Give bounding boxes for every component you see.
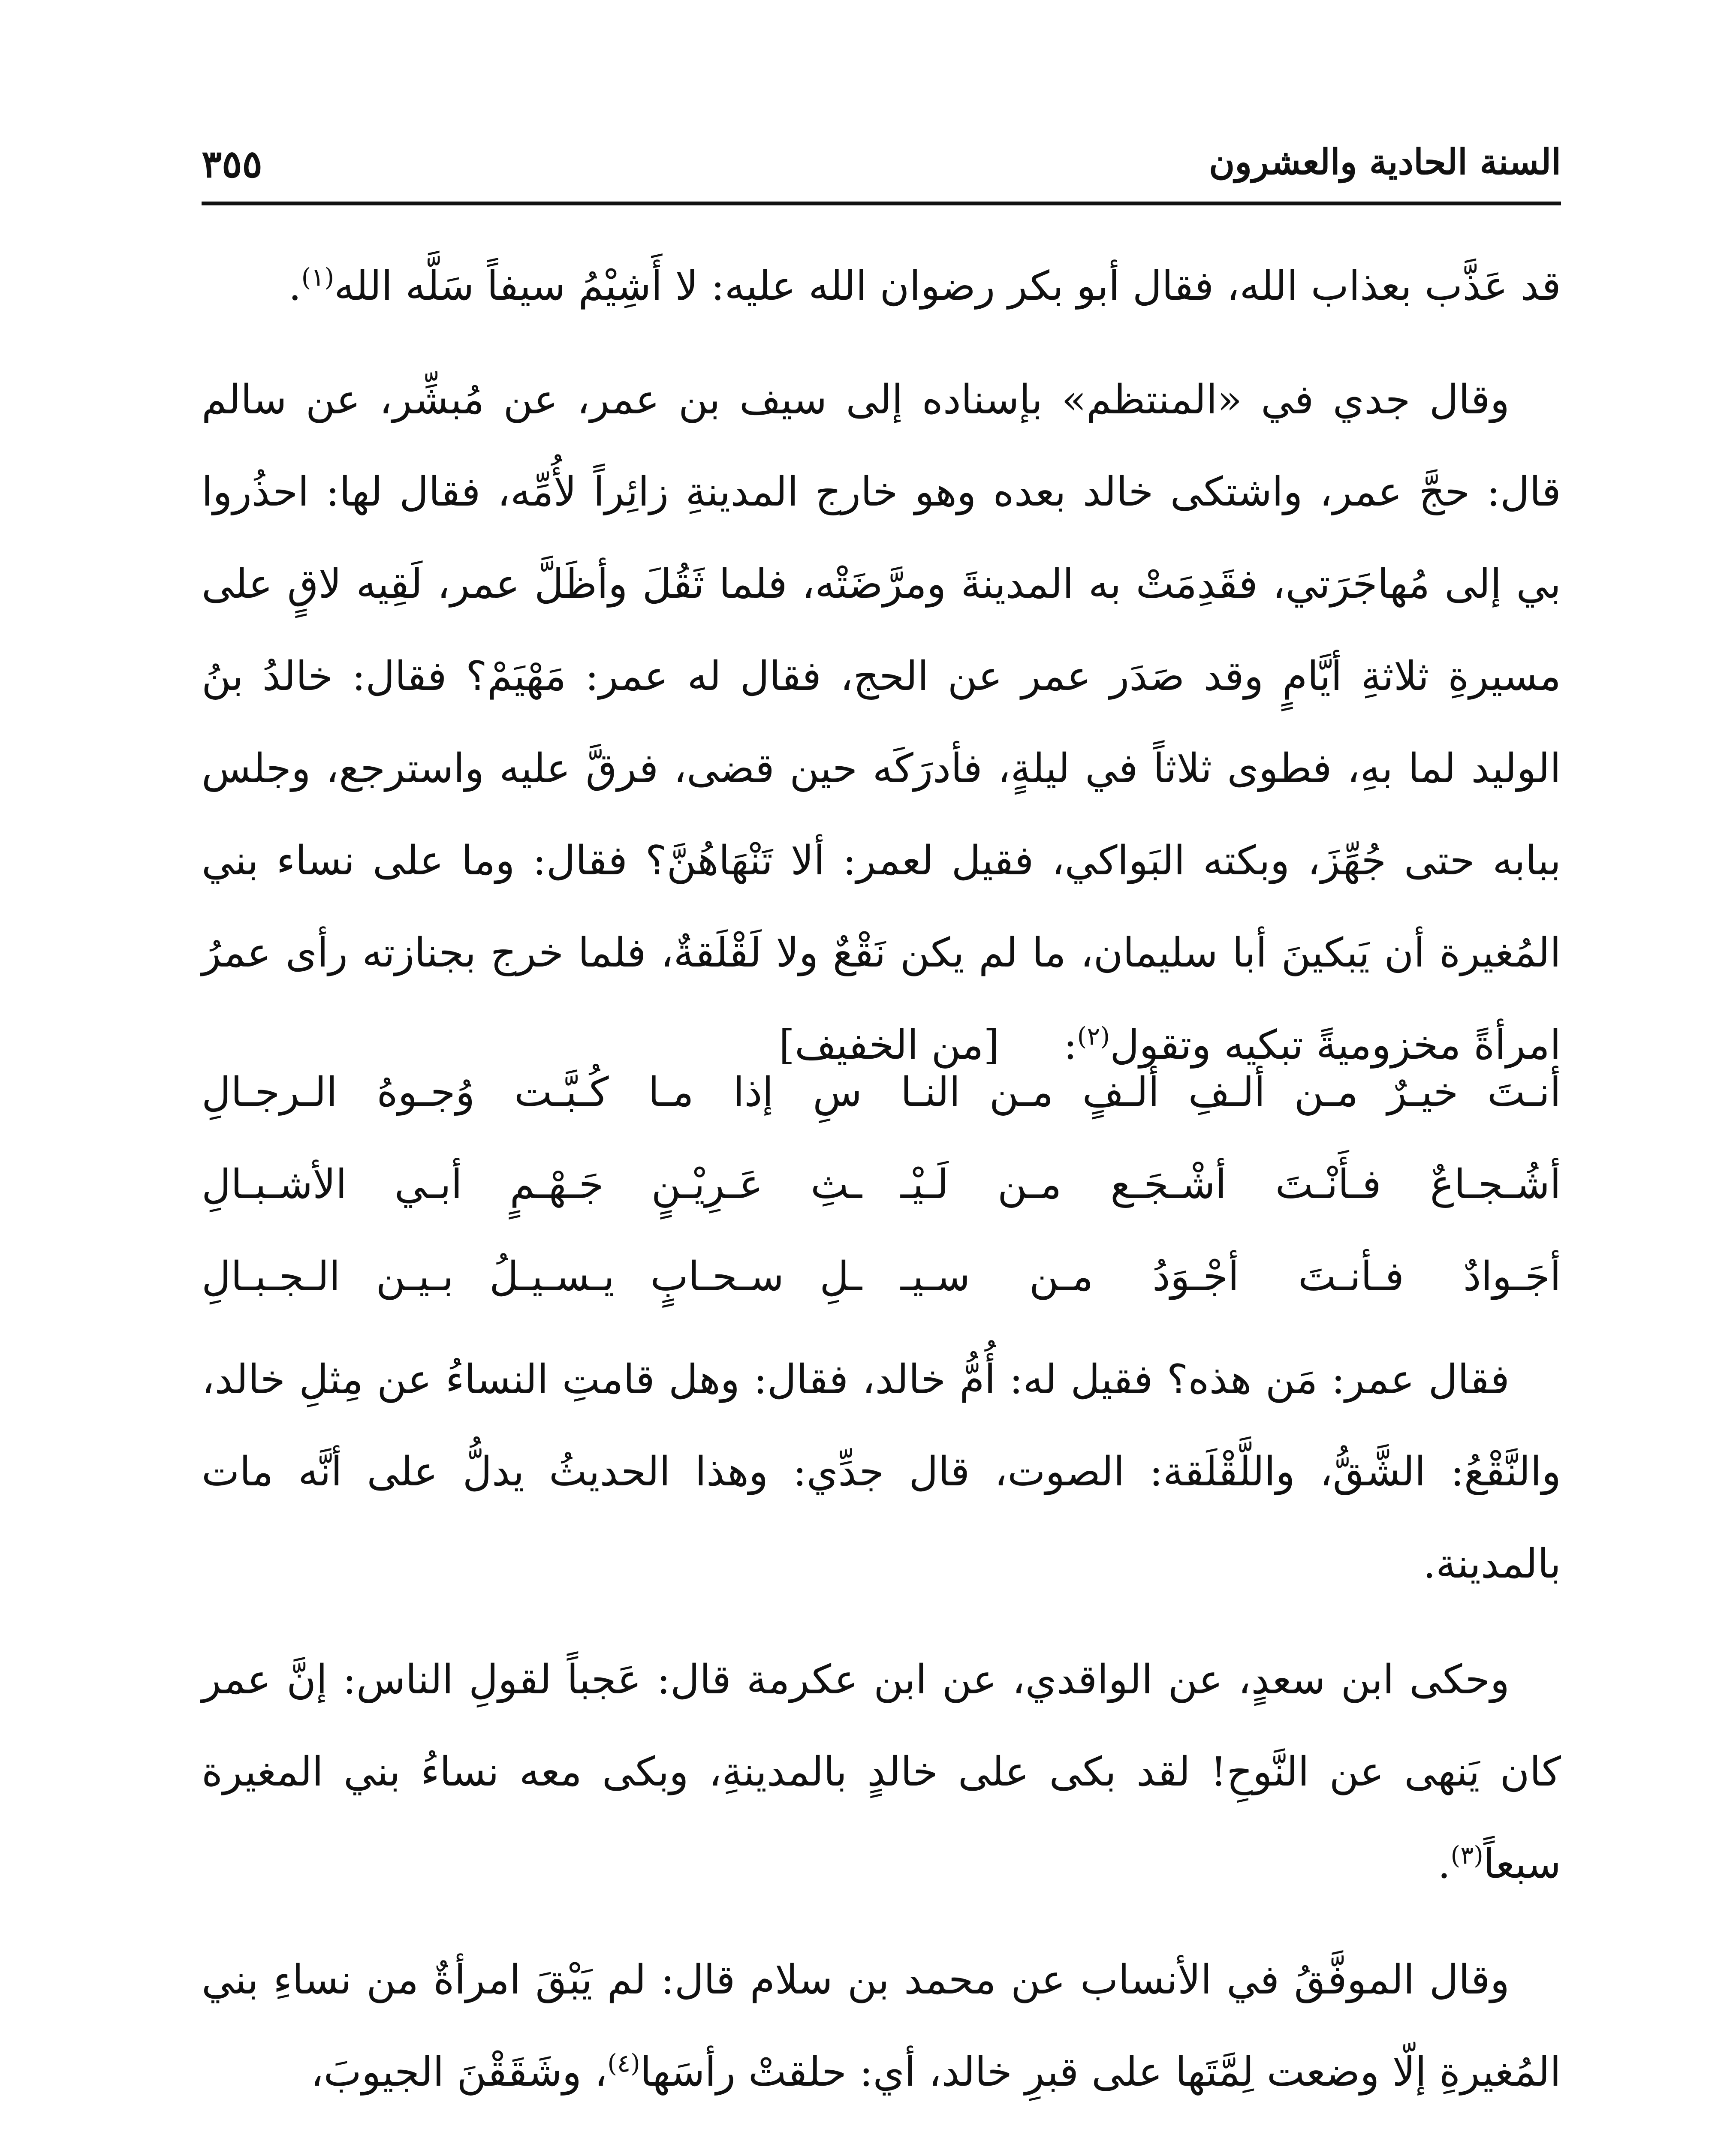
verse-line	[202, 1231, 1561, 1323]
paragraph-text: .	[1438, 1841, 1451, 1888]
verse-first-hemistich: أشُـجـاعٌ فـأَنْـتَ أشْـجَـع مـن لَـيْـ	[901, 1161, 1561, 1208]
paragraph-text: ، وشَقَقْنَ الجيوبَ،	[310, 2049, 608, 2096]
paragraph-5	[202, 1934, 1561, 2118]
paragraph-text: وقال الموفَّقُ في الأنساب عن محمد بن سلام قال: لم يَبْقَ امرأةٌ من نساءِ بني المُغيرةِ إلّا وضعت لِمَّتَها على قبرِ خالد، أي: حلقتْ رأسَها	[202, 1957, 1561, 2096]
verse-line	[202, 1138, 1561, 1231]
verse-second-hemistich: ـثِ عَـرِيْـنٍ جَـهْـمٍ أبـي الأشـبـالِ	[202, 1161, 862, 1208]
paragraph-2	[202, 354, 1561, 1091]
paragraph-text: :	[1051, 1022, 1077, 1069]
paragraph-1	[202, 240, 1561, 332]
verse-line	[202, 1046, 1561, 1138]
poetic-meter-label: [من الخفيف]	[779, 1022, 1000, 1069]
footnote-ref: (١)	[301, 262, 335, 292]
verse-first-hemistich: أجَـوادٌ فـأنـتَ أجْـوَدُ مـن سـيـ	[901, 1253, 1561, 1300]
footnote-ref: (٢)	[1077, 1021, 1110, 1051]
main-text-continued	[202, 1334, 1561, 2118]
paragraph-4	[202, 1634, 1561, 1910]
verse-second-hemistich: ـلِ سـحـابٍ يـسـيـلُ بـيـن الـجـبـالِ	[202, 1253, 862, 1300]
verse-second-hemistich: سِ إذا مـا كُـبَّـت وُجـوهُ الـرجـالِ	[202, 1069, 862, 1116]
paragraph-text: قد عَذَّب بعذاب الله، فقال أبو بكر رضوان الله عليه: لا أَشِيْمُ سيفاً سَلَّه الله	[334, 263, 1561, 310]
footnote-ref: (٣)	[1450, 1840, 1483, 1870]
paragraph-3: فقال عمر: مَن هذه؟ فقيل له: أُمُّ خالد، فقال: وهل قامتِ النساءُ عن مِثلِ خالد، والنَّقْعُ: الشَّقُّ، واللَّقْلَقة: الصوت، قال جدِّي: وهذا الحديثُ يدلُّ على أنَّه مات بالمدينة.	[202, 1356, 1561, 1587]
footnote-ref: (٤)	[607, 2048, 640, 2078]
page-header	[202, 142, 1561, 205]
paragraph-text: .	[288, 263, 301, 310]
page-number: ٣٥٥	[202, 142, 262, 186]
main-text	[202, 240, 1561, 1091]
paragraph-text: وحكى ابن سعدٍ، عن الواقدي، عن ابن عكرمة قال: عَجباً لقولِ الناس: إنَّ عمر كان يَنهى عن النَّوحِ! لقد بكى على خالدٍ بالمدينةِ، وبكى معه نساءُ بني المغيرة سبعاً	[202, 1656, 1561, 1888]
paragraph-text: وقال جدي في «المنتظم» بإسناده إلى سيف بن عمر، عن مُبشِّر، عن سالم قال: حجَّ عمر، واشتكى خالد بعده وهو خارج المدينةِ زائِراً لأُمِّه، فقال لها: احذُروا بي إلى مُهاجَرَتي، فقَدِمَتْ به المدينةَ ومرَّضَتْه، فلما ثَقُلَ وأظَلَّ عمر، لَقِيه لاقٍ على مسيرةِ ثلاثةِ أيَّامٍ وقد صَدَر عمر عن الحج، فقال له عمر: مَهْيَمْ؟ فقال: خالدُ بنُ الوليد لما بهِ، فطوى ثلاثاً في ليلةٍ، فأدرَكَه حين قضى، فرقَّ عليه واسترجع، وجلس ببابه حتى جُهِّزَ، وبكته البَواكي، فقيل لعمر: ألا تَنْهَاهُنَّ؟ فقال: وما على نساء بني المُغيرة أن يَبكينَ أبا سليمان، ما لم يكن نَقْعٌ ولا لَقْلَقةٌ، فلما خرج بجنازته رأى عمرُ امرأةً مخزوميةً تبكيه وتقول	[202, 376, 1561, 1069]
running-head: السنة الحادية والعشرون	[1209, 142, 1561, 183]
verse-first-hemistich: أنـتَ خيـرٌ مـن ألـفِ ألـفٍ مـن النـا	[901, 1069, 1561, 1116]
